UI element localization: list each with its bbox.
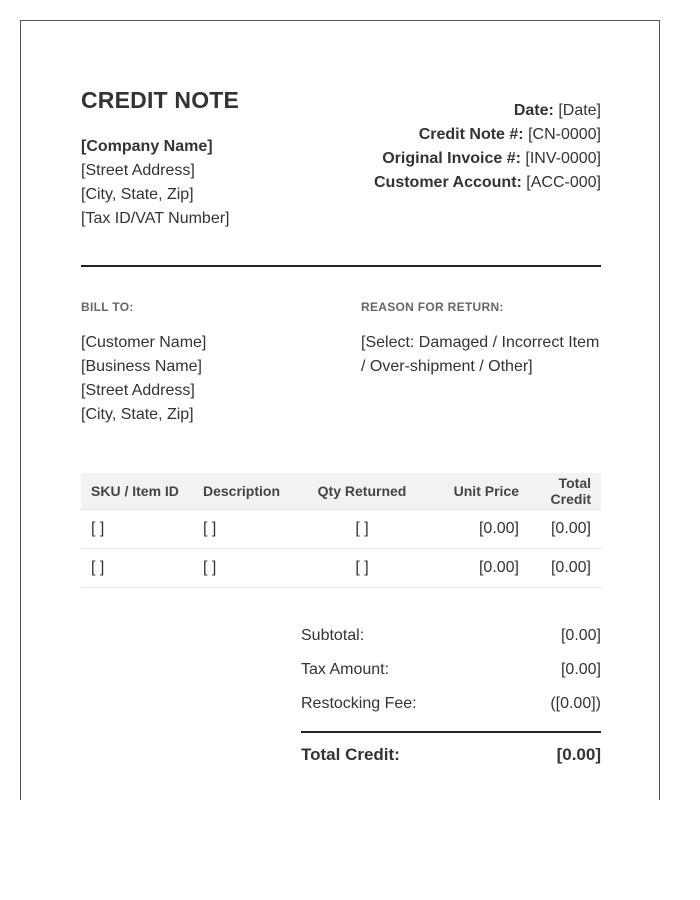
- reason-text: [Select: Damaged / Incorrect Item / Over-shipment / Other]: [361, 334, 600, 375]
- subtotal-value: [0.00]: [560, 627, 601, 644]
- bill-to-city: [City, State, Zip]: [81, 406, 194, 423]
- tax-row: [301, 653, 601, 687]
- meta-original-invoice-value: [INV-0000]: [525, 150, 601, 167]
- cell-total-credit: [0.00]: [529, 549, 601, 588]
- table-row: [81, 510, 601, 549]
- bill-to-street: [Street Address]: [81, 382, 195, 399]
- col-header-sku: SKU / Item ID: [81, 473, 193, 510]
- cell-description: [ ]: [193, 510, 299, 549]
- document-title: CREDIT NOTE: [81, 87, 240, 113]
- cell-description: [ ]: [193, 549, 299, 588]
- company-city: [City, State, Zip]: [81, 186, 194, 203]
- subtotal-row: [301, 619, 601, 653]
- company-street: [Street Address]: [81, 162, 195, 179]
- total-credit-value: [0.00]: [556, 745, 601, 764]
- company-tax-id: [Tax ID/VAT Number]: [81, 210, 230, 227]
- bill-to-customer-name: [Customer Name]: [81, 334, 207, 351]
- company-name: [Company Name]: [81, 138, 213, 155]
- total-credit-row: [301, 733, 601, 777]
- meta-date-label: Date:: [513, 102, 554, 119]
- credit-note-sheet: [20, 20, 660, 800]
- header-divider: [81, 265, 601, 267]
- subtotal-label: Subtotal:: [301, 627, 365, 644]
- tax-label: Tax Amount:: [301, 661, 390, 678]
- meta-customer-account-value: [ACC-000]: [526, 174, 601, 191]
- restocking-row: [301, 687, 601, 721]
- meta-date-value: [Date]: [558, 102, 601, 119]
- cell-unit-price: [0.00]: [425, 510, 529, 549]
- col-header-unit-price: Unit Price: [425, 473, 529, 510]
- table-header-row: [81, 473, 601, 510]
- reason-label: REASON FOR RETURN:: [361, 300, 504, 314]
- meta-customer-account-label: Customer Account:: [373, 174, 522, 191]
- cell-qty: [ ]: [299, 510, 425, 549]
- meta-customer-account: [374, 171, 601, 195]
- restocking-value: ([0.00]): [550, 695, 601, 712]
- meta-block: [374, 99, 601, 195]
- restocking-label: Restocking Fee:: [301, 695, 417, 712]
- meta-credit-note-label: Credit Note #:: [418, 126, 524, 143]
- cell-qty: [ ]: [299, 549, 425, 588]
- bill-to-label: BILL TO:: [81, 300, 134, 314]
- meta-credit-note: [374, 123, 601, 147]
- tax-value: [0.00]: [560, 661, 601, 678]
- meta-date: [374, 99, 601, 123]
- cell-unit-price: [0.00]: [425, 549, 529, 588]
- col-header-qty: Qty Returned: [299, 473, 425, 510]
- table-row: [81, 549, 601, 588]
- company-block: [81, 135, 229, 231]
- col-header-total-credit: Total Credit: [529, 473, 601, 510]
- bill-to-business-name: [Business Name]: [81, 358, 202, 375]
- meta-credit-note-value: [CN-0000]: [528, 126, 601, 143]
- meta-original-invoice: [374, 147, 601, 171]
- totals-block: [301, 619, 601, 777]
- meta-original-invoice-label: Original Invoice #:: [382, 150, 521, 167]
- bill-to-block: [81, 331, 206, 427]
- cell-sku: [ ]: [81, 510, 193, 549]
- total-credit-label: Total Credit:: [301, 745, 400, 764]
- cell-sku: [ ]: [81, 549, 193, 588]
- items-table: [81, 473, 601, 588]
- col-header-description: Description: [193, 473, 299, 510]
- cell-total-credit: [0.00]: [529, 510, 601, 549]
